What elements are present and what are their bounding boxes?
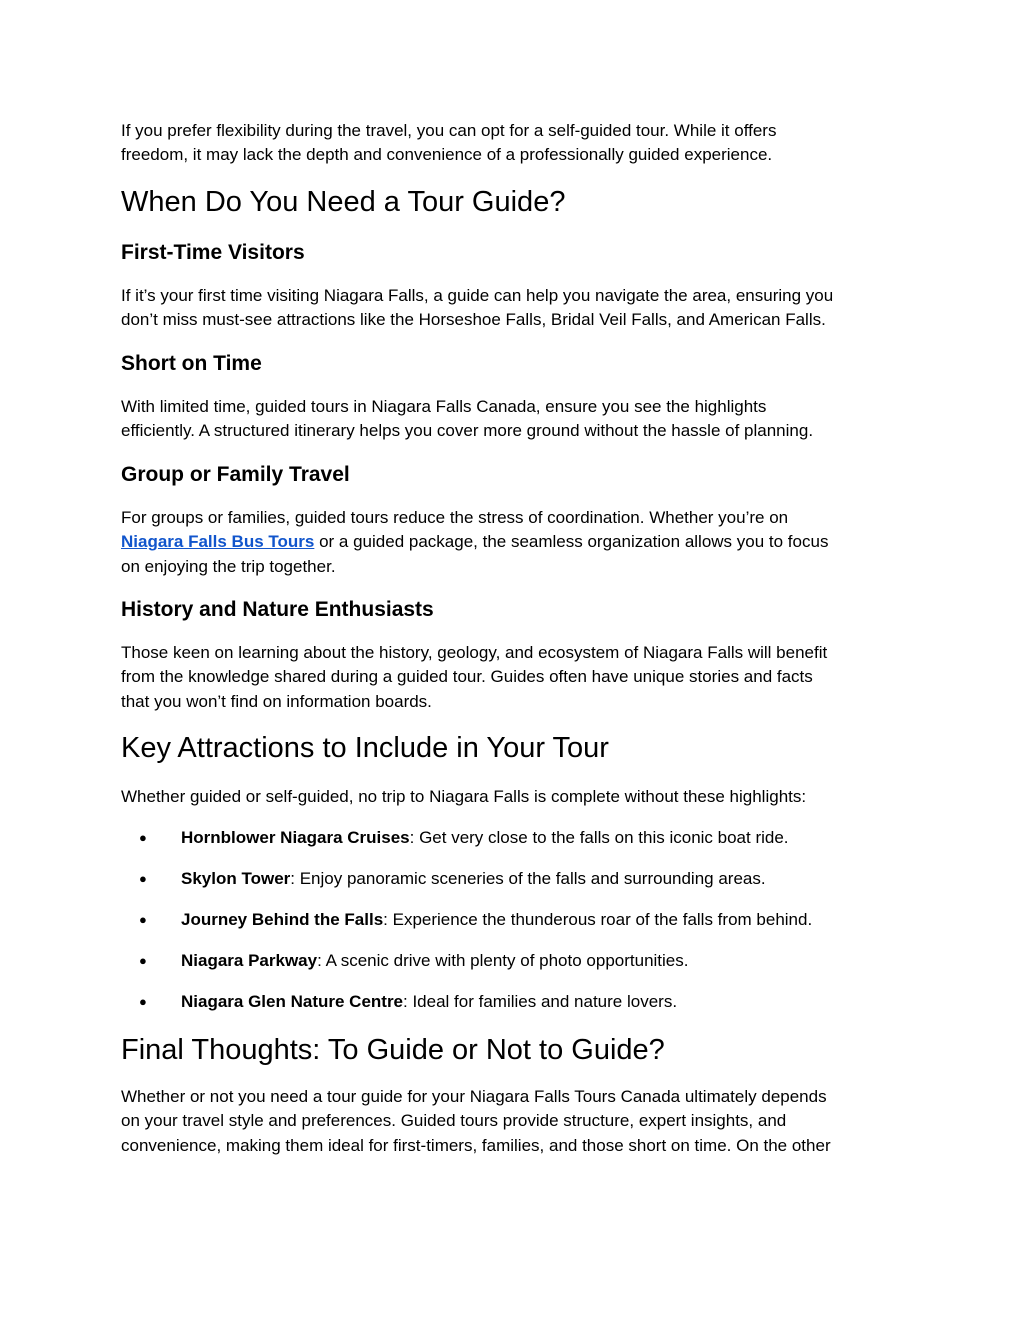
- group-line-2: or a guided package, the seamless organization allows you to focus: [314, 532, 829, 552]
- final-paragraph: [121, 1085, 901, 1158]
- group-line-1: For groups or families, guided tours reduce the stress of coordination. Whether you’re on: [121, 508, 789, 527]
- heading-short-on-time: Short on Time: [121, 352, 262, 375]
- attraction-name: Niagara Glen Nature Centre: [181, 992, 404, 1011]
- niagara-falls-bus-tours-link[interactable]: Niagara Falls Bus Tours: [121, 532, 315, 552]
- short-time-line-1: With limited time, guided tours in Niagara Falls Canada, ensure you see the highlights: [121, 397, 767, 416]
- group-paragraph: [121, 506, 901, 579]
- history-line-1: Those keen on learning about the history, geology, and ecosystem of Niagara Falls will benefit: [121, 643, 828, 662]
- bullet-icon: ●: [139, 953, 147, 968]
- bullet-icon: ●: [139, 994, 147, 1009]
- short-time-paragraph: [121, 395, 901, 444]
- attractions-intro: Whether guided or self-guided, no trip to Niagara Falls is complete without these highlights:: [121, 787, 807, 806]
- history-paragraph: [121, 641, 901, 714]
- short-time-line-2: efficiently. A structured itinerary helps you cover more ground without the hassle of planning.: [121, 421, 814, 441]
- intro-line-1: If you prefer flexibility during the travel, you can opt for a self-guided tour. While it offers: [121, 121, 777, 140]
- attraction-desc: : Enjoy panoramic sceneries of the falls and surrounding areas.: [290, 869, 766, 888]
- bullet-icon: ●: [139, 912, 147, 927]
- history-line-2: from the knowledge shared during a guided tour. Guides often have unique stories and facts: [121, 667, 813, 687]
- attraction-desc: : Ideal for families and nature lovers.: [403, 992, 678, 1011]
- history-line-3: that you won’t find on information boards.: [121, 691, 432, 711]
- attraction-desc: : A scenic drive with plenty of photo opportunities.: [317, 951, 689, 970]
- attraction-desc: : Experience the thunderous roar of the falls from behind.: [383, 910, 813, 929]
- attraction-desc: : Get very close to the falls on this iconic boat ride.: [409, 828, 789, 847]
- heading-key-attractions: Key Attractions to Include in Your Tour: [121, 732, 609, 764]
- bullet-icon: ●: [139, 830, 147, 845]
- first-time-line-2: don’t miss must-see attractions like the Horseshoe Falls, Bridal Veil Falls, and American Falls.: [121, 310, 826, 330]
- attraction-name: Hornblower Niagara Cruises: [181, 828, 410, 847]
- final-line-3: convenience, making them ideal for first-timers, families, and those short on time. On the other: [121, 1135, 831, 1155]
- attraction-name: Niagara Parkway: [181, 951, 318, 970]
- attraction-name: Skylon Tower: [181, 869, 291, 888]
- bullet-icon: ●: [139, 871, 147, 886]
- attraction-name: Journey Behind the Falls: [181, 910, 384, 929]
- intro-paragraph: [121, 119, 901, 168]
- final-line-2: on your travel style and preferences. Guided tours provide structure, expert insights, and: [121, 1111, 787, 1131]
- first-time-line-1: If it’s your first time visiting Niagara Falls, a guide can help you navigate the area, ensuring you: [121, 286, 834, 305]
- first-time-paragraph: [121, 284, 901, 333]
- final-line-1: Whether or not you need a tour guide for your Niagara Falls Tours Canada ultimately depends: [121, 1087, 827, 1106]
- heading-history-nature: History and Nature Enthusiasts: [121, 598, 434, 621]
- group-line-3: on enjoying the trip together.: [121, 556, 336, 576]
- intro-line-2: freedom, it may lack the depth and convenience of a professionally guided experience.: [121, 145, 773, 165]
- heading-group-family-travel: Group or Family Travel: [121, 463, 350, 486]
- heading-when-need-guide: When Do You Need a Tour Guide?: [121, 186, 566, 218]
- heading-first-time-visitors: First-Time Visitors: [121, 241, 305, 264]
- heading-final-thoughts: Final Thoughts: To Guide or Not to Guide?: [121, 1034, 665, 1066]
